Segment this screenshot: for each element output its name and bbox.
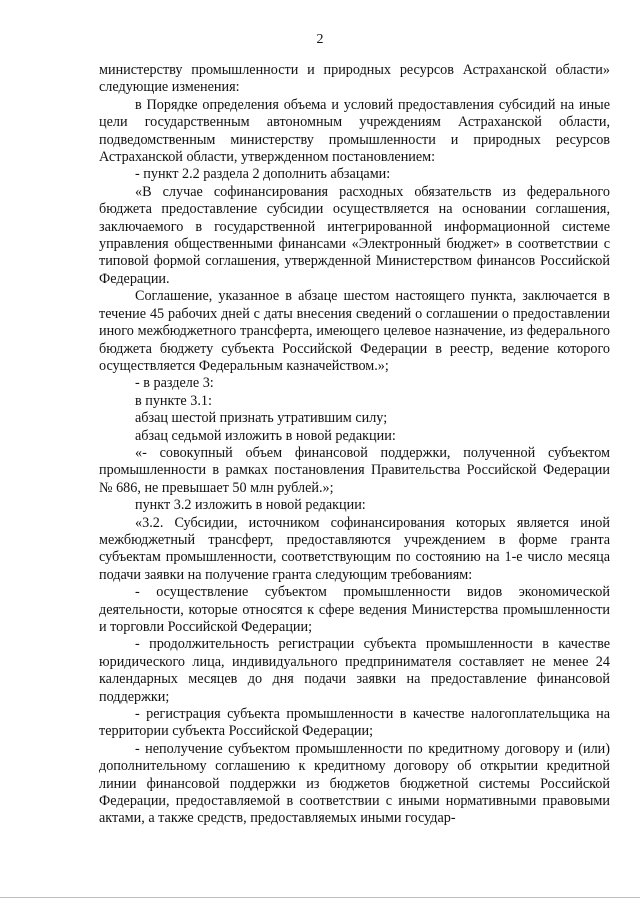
paragraph-requirement-taxpayer: - регистрация субъекта промышленности в качестве налогоплательщика на территории субъекта Российской Федерации; — [99, 706, 610, 740]
paragraph-intro: министерству промышленности и природных ресурсов Астраханской области» следующие изменения: — [99, 62, 610, 96]
paragraph-requirement-nonreceipt: - неполучение субъектом промышленности по кредитному договору и (или) дополнительному соглашению к кредитному договору об открытии кредитной линии финансовой поддержки из бюджетов бюджетной системы Российской Федерации, предоставляемой в соответствии с иными нормативными правовыми актами, а также средств, предоставляемых иными государ- — [99, 740, 610, 827]
paragraph-support-limit: «- совокупный объем финансовой поддержки, полученной субъектом промышленности в рамках постановления Правительства Российской Федерации № 686, не превышает 50 млн рублей.»; — [99, 444, 610, 496]
paragraph-section-3: - в разделе 3: — [135, 375, 214, 392]
paragraph-agreement: Соглашение, указанное в абзаце шестом настоящего пункта, заключается в течение 45 рабочих дней с даты внесения сведений о соглашении о предоставлении иного межбюджетного трансферта, имеющего целевое назначение, из федерального бюджета бюджету субъекта Российской Федерации в реестр, ведение которого осуществляется Федеральным казначейством.»; — [99, 288, 610, 374]
paragraph-item-2-2: - пункт 2.2 раздела 2 дополнить абзацами: — [135, 166, 391, 183]
paragraph-cofinancing: «В случае софинансирования расходных обязательств из федерального бюджета предоставление субсидии осуществляется на основании соглашения, заключаемого в государственной интегрированной информационной системе управления общественными финансами «Электронный бюджет» в соответствии с типовой формой соглашения, утвержденной Министерством финансов Российской Федерации. — [99, 183, 610, 287]
document-body — [99, 62, 610, 828]
paragraph-requirement-activity: - осуществление субъектом промышленности видов экономической деятельности, которые относятся к сфере ведения Министерства промышленности и торговли Российской Федерации; — [99, 584, 610, 635]
paragraph-sixth-void: абзац шестой признать утратившим силу; — [135, 410, 388, 427]
paragraph-seventh-new: абзац седьмой изложить в новой редакции: — [135, 427, 396, 444]
paragraph-procedure: в Порядке определения объема и условий предоставления субсидий на иные цели государственным автономным учреждениям Астраханской области, подведомственным министерству промышленности и природных ресурсов Астраханской области, утвержденном постановлением: — [99, 96, 610, 166]
paragraph-item-3-1: в пункте 3.1: — [135, 392, 212, 409]
paragraph-item-3-2: пункт 3.2 изложить в новой редакции: — [135, 497, 366, 514]
scan-bottom-edge — [0, 897, 640, 898]
paragraph-subsidies: «3.2. Субсидии, источником софинансирования которых является иной межбюджетный трансферт, предоставляются учреждением в форме гранта субъектам промышленности, соответствующим по состоянию на 1-е число месяца подачи заявки на получение гранта следующим требованиям: — [99, 514, 610, 583]
page-number: 2 — [316, 32, 324, 47]
paragraph-requirement-registration: - продолжительность регистрации субъекта промышленности в качестве юридического лица, индивидуального предпринимателя составляет не менее 24 календарных месяцев до дня подачи заявки на предоставление финансовой поддержки; — [99, 636, 610, 705]
